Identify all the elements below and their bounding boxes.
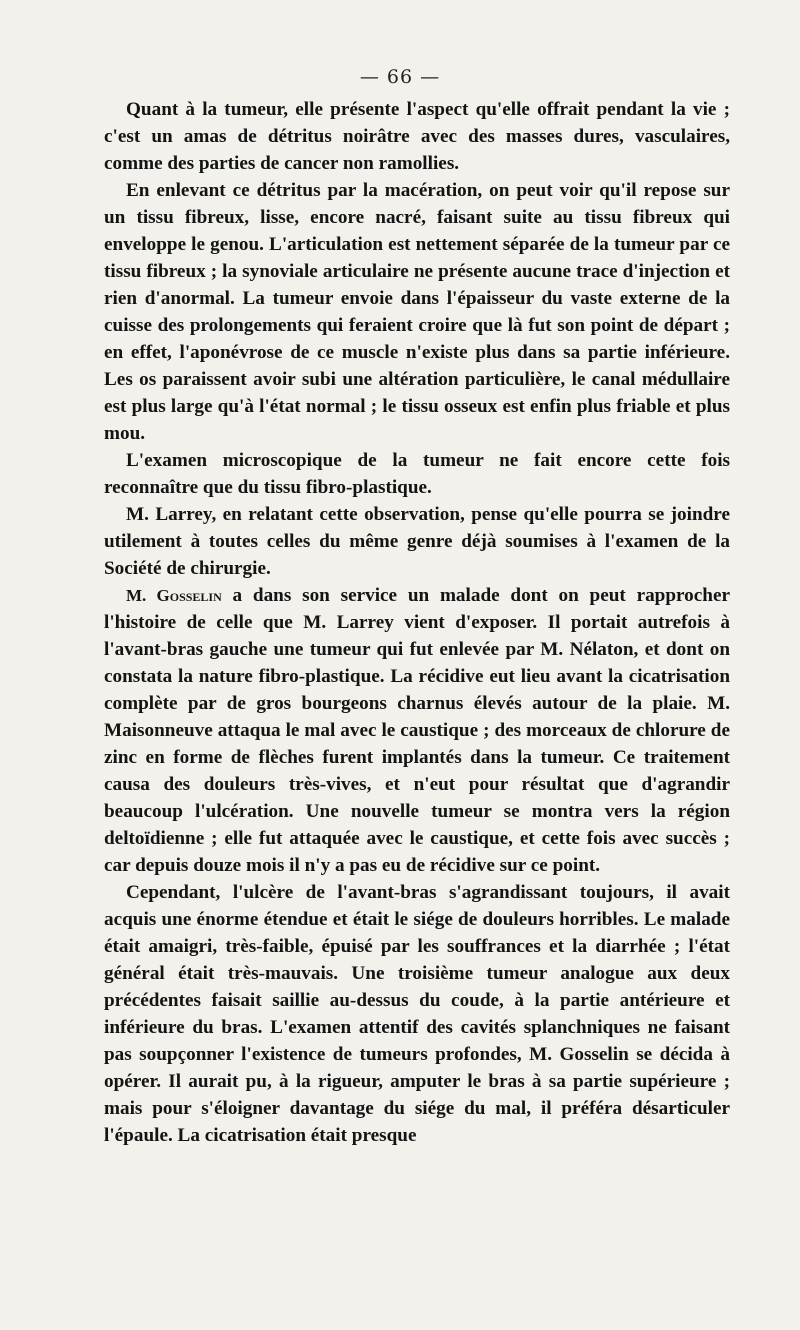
paragraph-gosselin-text: a dans son service un malade dont on peut rapprocher l'histoire de celle que M. Larrey vient d'exposer. Il portait autrefois à l'avant-bras gauche une tumeur qui fut enlevée par M. Nélaton, et dont on constata la nature fibro-plastique. La récidive eut lieu avant la cicatrisation complète par de gros bourgeons charnus élevés autour de la plaie. M. Maisonneuve attaqua le mal avec le caustique ; des morceaux de chlorure de zinc en forme de flèches furent implantés dans la tumeur. Ce traitement causa des douleurs très-vives, et n'eut pour résultat que d'agrandir beaucoup l'ulcération. Une nouvelle tumeur se montra vers la région deltoïdienne ; elle fut attaquée avec le caustique, et cette fois avec succès ; car depuis douze mois il n'y a pas eu de récidive sur ce point.	[104, 585, 731, 876]
paragraph-tumeur-aspect: Quant à la tumeur, elle présente l'aspect qu'elle offrait pendant la vie ; c'est un amas de détritus noirâtre avec des masses dures, vasculaires, comme des parties de cancer non ramollies.	[104, 99, 730, 174]
paragraph-maceration: En enlevant ce détritus par la macération, on peut voir qu'il repose sur un tissu fibreux, lisse, encore nacré, faisant suite au tissu fibreux qui enveloppe le genou. L'articulation est nettement séparée de la tumeur par ce tissu fibreux ; la synoviale articulaire ne présente aucune trace d'injection et rien d'anormal. La tumeur envoie dans l'épaisseur du vaste externe de la cuisse des prolongements qui feraient croire que là fut son point de départ ; en effet, l'aponévrose de ce muscle n'existe plus dans sa partie inférieure. Les os paraissent avoir subi une altération particulière, le canal médullaire est plus large qu'à l'état normal ; le tissu osseux est enfin plus friable et plus mou.	[104, 180, 730, 444]
speaker-name: M. Gosselin	[126, 586, 222, 605]
body-text	[104, 96, 730, 1149]
paragraph-examen-microscopique: L'examen microscopique de la tumeur ne fait encore cette fois reconnaître que du tissu fibro-plastique.	[104, 450, 730, 498]
paragraph-cependant: Cependant, l'ulcère de l'avant-bras s'agrandissant toujours, il avait acquis une énorme étendue et était le siége de douleurs horribles. Le malade était amaigri, très-faible, épuisé par les souffrances et la diarrhée ; l'état général était très-mauvais. Une troisième tumeur analogue aux deux précédentes faisait saillie au-dessus du coude, à la partie antérieure et inférieure du bras. L'examen attentif des cavités splanchniques ne faisant pas soupçonner l'existence de tumeurs profondes, M. Gosselin se décida à opérer. Il aurait pu, à la rigueur, amputer le bras à sa partie supérieure ; mais pour s'éloigner davantage du siége du mal, il préféra désarticuler l'épaule. La cicatrisation était presque	[104, 882, 730, 1146]
page-number: — 66 —	[359, 66, 441, 88]
paragraph-gosselin	[104, 582, 730, 879]
paragraph-larrey: M. Larrey, en relatant cette observation, pense qu'elle pourra se joindre utilement à toutes celles du même genre déjà soumises à l'examen de la Société de chirurgie.	[104, 504, 730, 579]
